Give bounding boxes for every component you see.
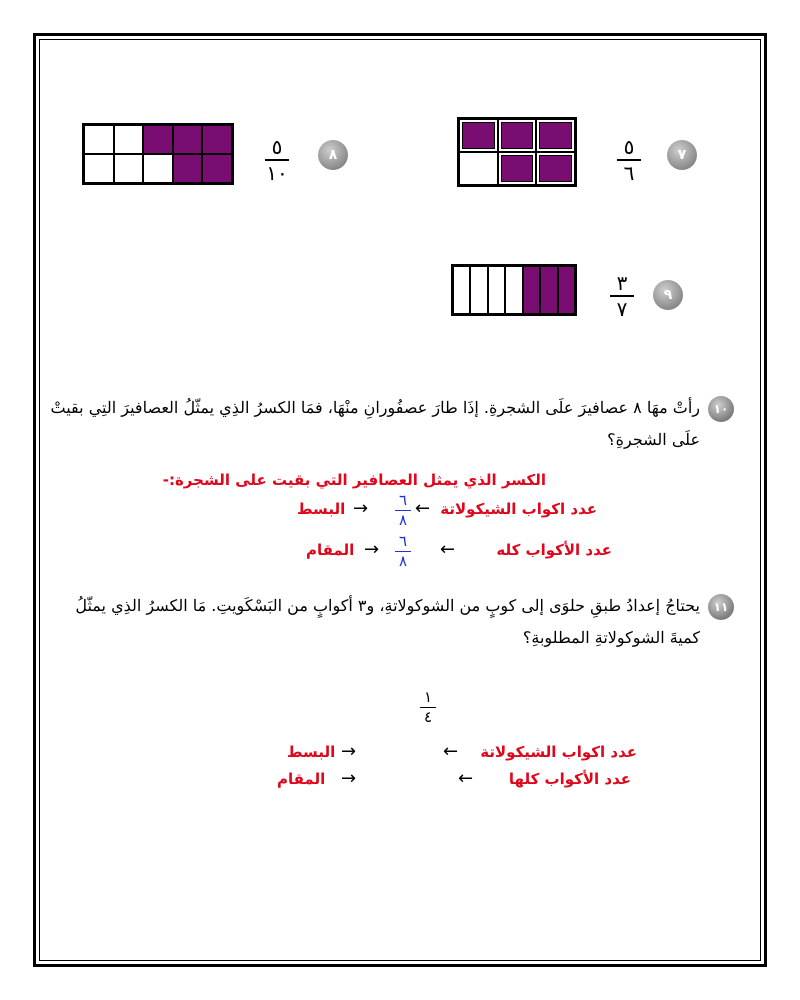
- question-10-number: ١٠: [708, 396, 734, 422]
- answer-10-row1-label-right: عدد اكواب الشيكولاتة: [440, 500, 597, 518]
- fraction-9-denominator: ٧: [616, 297, 628, 321]
- question-11-text2: كميةَ الشوكولاتةِ المطلوبةِ؟: [522, 628, 700, 647]
- arrow-left-icon: ←: [458, 768, 474, 789]
- question-10-text1: رأتْ مهَا ٨ عصافيرَ علَى الشجرةِ. إذَا طارَ عصفُورانِ منْهَا، فمَا الكسرُ الذِي يمثّلُ العصافيرَ التِي بقيتْ: [50, 398, 700, 417]
- shaded-cell: [173, 125, 203, 154]
- answer-10-fraction-2-num: ٦: [398, 532, 408, 550]
- answer-10-fraction-2: [395, 534, 411, 569]
- fraction-9: [610, 273, 634, 319]
- arrow-left-icon: ←: [440, 539, 456, 560]
- answer-10-row2-label-left: المقام: [306, 541, 355, 559]
- fraction-grid-8: [82, 123, 234, 185]
- fraction-7-denominator: ٦: [623, 161, 635, 185]
- shaded-cell: [540, 266, 557, 314]
- question-10-line2: [34, 424, 734, 456]
- shaded-cell: [459, 119, 498, 152]
- answer-11-fraction-num: ١: [423, 688, 433, 706]
- problem-number-7: ٧: [667, 140, 697, 170]
- answer-10-fraction-1-den: ٨: [398, 511, 408, 529]
- empty-cell: [114, 154, 144, 183]
- answer-10-row1-label-left: البسط: [297, 500, 346, 518]
- question-10-line1: [34, 392, 734, 424]
- question-11-line2: [34, 622, 734, 654]
- answer-11-row1-label-right: عدد اكواب الشيكولاتة: [480, 743, 637, 761]
- shaded-cell: [498, 119, 537, 152]
- empty-cell: [453, 266, 470, 314]
- fraction-strip-9: [451, 264, 577, 316]
- answer-10-fraction-2-den: ٨: [398, 552, 408, 570]
- empty-cell: [459, 152, 498, 185]
- fraction-7-numerator: ٥: [623, 135, 635, 159]
- shaded-cell: [202, 125, 232, 154]
- problem-number-8: ٨: [318, 140, 348, 170]
- answer-10-heading: الكسر الذي يمثل العصافير التي بقيت على الشجرة:-: [162, 471, 546, 489]
- shaded-cell: [173, 154, 203, 183]
- arrow-left-icon: ←: [415, 498, 431, 519]
- arrow-right-icon: →: [341, 741, 357, 762]
- question-11-number: ١١: [708, 594, 734, 620]
- fraction-9-numerator: ٣: [616, 271, 628, 295]
- fraction-8-numerator: ٥: [271, 135, 283, 159]
- answer-10-fraction-1: [395, 493, 411, 528]
- empty-cell: [84, 125, 114, 154]
- fraction-8-denominator: ١٠: [266, 161, 288, 185]
- question-10-text2: علَى الشجرةِ؟: [607, 430, 700, 449]
- shaded-cell: [536, 152, 575, 185]
- answer-11-row2-label-left: المقام: [277, 770, 326, 788]
- problem-number-9: ٩: [653, 280, 683, 310]
- question-11-line1: [34, 590, 734, 622]
- answer-10-fraction-1-num: ٦: [398, 491, 408, 509]
- shaded-cell: [202, 154, 232, 183]
- arrow-left-icon: ←: [443, 741, 459, 762]
- empty-cell: [143, 154, 173, 183]
- fraction-grid-7: [457, 117, 577, 187]
- fraction-8: [265, 137, 289, 183]
- fraction-7: [617, 137, 641, 183]
- question-10: [34, 392, 734, 456]
- empty-cell: [470, 266, 487, 314]
- shaded-cell: [558, 266, 575, 314]
- arrow-right-icon: →: [341, 768, 357, 789]
- empty-cell: [84, 154, 114, 183]
- answer-11-fraction-den: ٤: [423, 708, 433, 726]
- shaded-cell: [498, 152, 537, 185]
- shaded-cell: [536, 119, 575, 152]
- answer-11-row2-label-right: عدد الأكواب كلها: [508, 770, 631, 788]
- shaded-cell: [143, 125, 173, 154]
- answer-11-row1-label-left: البسط: [287, 743, 336, 761]
- shaded-cell: [523, 266, 540, 314]
- arrow-right-icon: →: [353, 498, 369, 519]
- question-11-text1: يحتاجُ إعدادُ طبقِ حلوَى إلى كوبٍ من الشوكولاتةِ، و٣ أكوابٍ من البَسْكَويتِ. مَا الكسرُ الذِي يمثّلُ: [75, 596, 700, 615]
- empty-cell: [114, 125, 144, 154]
- question-11: [34, 590, 734, 654]
- arrow-right-icon: →: [364, 539, 380, 560]
- answer-11-fraction: [420, 690, 436, 725]
- empty-cell: [505, 266, 522, 314]
- empty-cell: [488, 266, 505, 314]
- answer-10-row2-label-right: عدد الأكواب كله: [496, 541, 612, 559]
